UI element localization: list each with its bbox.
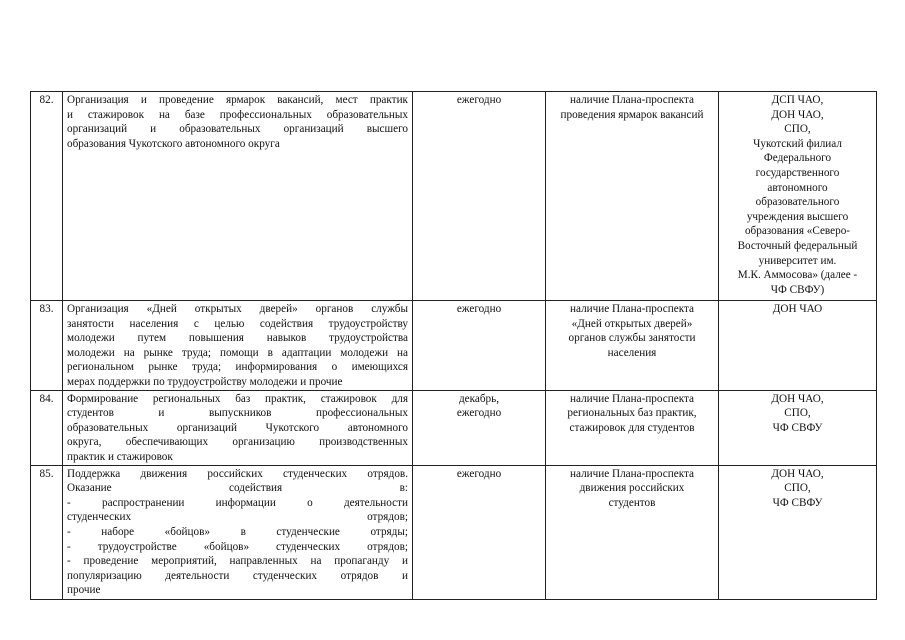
executor-line: ЧФ СВФУ [772,496,823,509]
deadline-line: ежегодно [456,303,502,315]
description-line: и стажировок на базе профессиональных образовательных [67,108,408,121]
indicator-line: «Дней открытых дверей» [571,317,693,330]
responsible-executors [719,92,877,301]
result-indicator [546,390,719,465]
description-line: Формирование региональных баз практик, стажировок для [67,392,408,405]
description-line: занятости населения с целью содействия трудоустройству [67,317,408,330]
description-line: Поддержка движения российских студенческих отрядов. [67,467,408,480]
deadline-line: ежегодно [456,407,502,420]
indicator-line: органов службы занятости [568,332,696,345]
table-row [31,92,877,301]
executor-line: ДОН ЧАО, [771,392,824,405]
description-line: - трудоустройстве «бойцов» студенческих отрядов; [67,540,408,553]
measure-description [63,301,413,391]
table-row [31,465,877,599]
row-number: 83. [31,301,63,391]
executor-line: М.К. Аммосова» (далее - [737,269,858,282]
measure-description [63,465,413,599]
description-line: популяризацию деятельности студенческих отрядов и [67,569,408,582]
indicator-line: наличие Плана-проспекта [570,94,694,106]
measure-description [63,390,413,465]
indicator-line: региональных баз практик, [567,407,697,420]
indicator-line: наличие Плана-проспекта [570,303,694,315]
description-line: практик и стажировок [67,450,173,463]
executor-line: СПО, [784,482,811,495]
description-line: Оказание содействия в: [67,482,408,495]
description-line: региональном рынке труда; информирования о имеющихся [67,361,408,374]
responsible-executors [719,301,877,391]
executor-line: автономного [767,181,828,194]
executor-line: ДСП ЧАО, [771,94,824,106]
indicator-line: стажировок для студентов [569,421,695,434]
executor-line: Восточный федеральный [737,239,858,252]
executor-line: государственного [755,166,840,179]
executor-line: ДОН ЧАО [772,303,823,315]
deadline [413,465,546,599]
deadline-line: декабрь, [458,392,500,405]
description-line: образования Чукотского автономного округа [67,137,280,150]
indicator-line: населения [607,346,657,359]
row-number: 85. [31,465,63,599]
description-line: округа, обеспечивающих организацию производственных [67,436,408,449]
description-line: образовательных организаций Чукотского автономного [67,421,408,434]
deadline-line: ежегодно [456,94,502,106]
table-row [31,301,877,391]
executor-line: университет им. [758,254,837,267]
deadline-line: ежегодно [456,467,502,480]
description-line: - наборе «бойцов» в студенческие отряды; [67,525,408,538]
result-indicator [546,465,719,599]
responsible-executors [719,465,877,599]
description-line: студенческих отрядов; [67,511,408,524]
executor-line: образования «Северо- [744,225,851,238]
deadline [413,390,546,465]
indicator-line: студентов [608,496,656,509]
description-line: мерах поддержки по трудоустройству молодежи и прочие [67,375,343,388]
description-line: прочие [67,584,101,597]
executor-line: ДОН ЧАО, [771,108,824,121]
executor-line: Чукотский филиал [753,137,842,150]
table-row [31,390,877,465]
table-body [31,92,877,600]
executor-line: СПО, [784,123,811,136]
executor-line: образовательного [755,196,840,209]
result-indicator [546,301,719,391]
executor-line: ЧФ СВФУ [772,421,823,434]
deadline [413,92,546,301]
row-number: 82. [31,92,63,301]
executor-line: ЧФ СВФУ) [770,283,825,296]
indicator-line: проведения ярмарок вакансий [560,108,704,121]
description-line: - проведение мероприятий, направленных на пропаганду и [67,555,408,568]
description-line: студентов и выпускников профессиональных [67,407,408,420]
result-indicator [546,92,719,301]
row-number: 84. [31,390,63,465]
description-line: - распространении информации о деятельности [67,496,408,509]
description-line: организаций и образовательных организаций высшего [67,123,408,136]
indicator-line: движения российских [579,482,685,495]
executor-line: СПО, [784,407,811,420]
executor-line: Федерального [763,152,832,165]
measures-table [30,91,877,600]
measure-description [63,92,413,301]
description-line: молодежи на рынке труда; помощи в адаптации молодежи на [67,346,408,359]
description-line: Организация и проведение ярмарок вакансий, мест практик [67,94,408,106]
description-line: Организация «Дней открытых дверей» органов службы [67,303,408,315]
description-line: молодежи путем повышения навыков трудоустройства [67,332,408,345]
indicator-line: наличие Плана-проспекта [570,392,694,405]
indicator-line: наличие Плана-проспекта [570,467,694,480]
responsible-executors [719,390,877,465]
deadline [413,301,546,391]
executor-line: учреждения высшего [746,210,849,223]
executor-line: ДОН ЧАО, [771,467,824,480]
